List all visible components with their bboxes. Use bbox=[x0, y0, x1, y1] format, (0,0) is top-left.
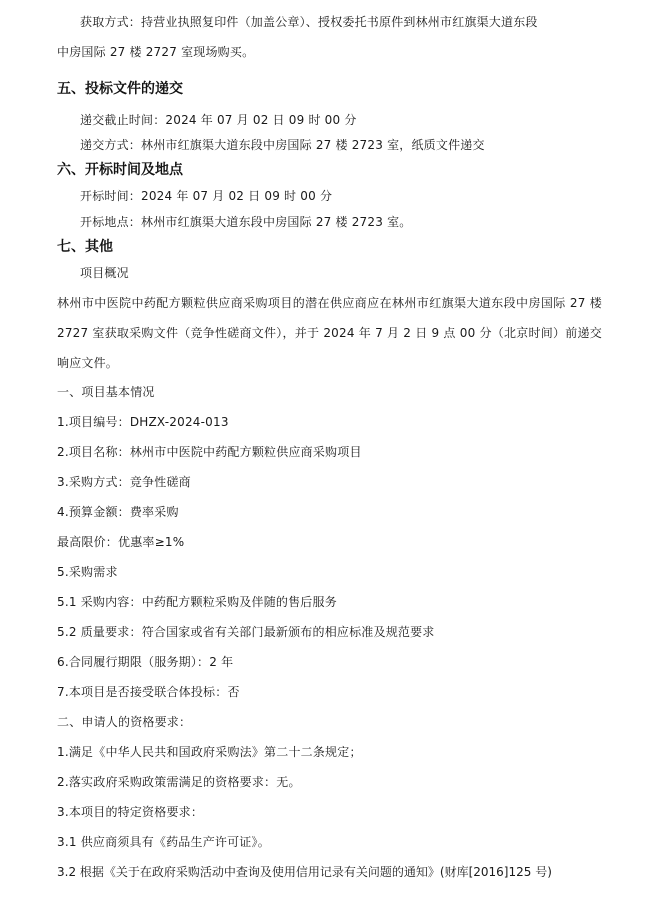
submission-method: 递交方式：林州市红旗渠大道东段中房国际 27 楼 2723 室，纸质文件递交 bbox=[80, 138, 485, 152]
acquisition-address-line: 中房国际 27 楼 2727 室现场购买。 bbox=[57, 45, 255, 59]
list-item: 1.满足《中华人民共和国政府采购法》第二十二条规定； bbox=[57, 745, 362, 759]
list-item: 3.本项目的特定资格要求： bbox=[57, 805, 204, 819]
list-item: 5.2 质量要求：符合国家或省有关部门最新颁布的相应标准及规范要求 bbox=[57, 625, 435, 639]
section-heading-other: 七、其他 bbox=[57, 239, 113, 255]
list-item: 2.项目名称：林州市中医院中药配方颗粒供应商采购项目 bbox=[57, 445, 362, 459]
list-item: 3.1 供应商须具有《药品生产许可证》。 bbox=[57, 835, 270, 849]
list-item: 二、申请人的资格要求： bbox=[57, 715, 192, 729]
submission-deadline: 递交截止时间：2024 年 07 月 02 日 09 时 00 分 bbox=[80, 113, 357, 127]
list-item: 4.预算金额：费率采购 bbox=[57, 505, 179, 519]
opening-place: 开标地点：林州市红旗渠大道东段中房国际 27 楼 2723 室。 bbox=[80, 215, 412, 229]
list-item: 5.1 采购内容：中药配方颗粒采购及伴随的售后服务 bbox=[57, 595, 337, 609]
list-item: 3.采购方式：竞争性磋商 bbox=[57, 475, 191, 489]
section-heading-submission: 五、投标文件的递交 bbox=[57, 81, 183, 97]
list-item: 1.项目编号：DHZX-2024-013 bbox=[57, 415, 229, 429]
list-item: 3.2 根据《关于在政府采购活动中查询及使用信用记录有关问题的通知》(财库[2016]125 号) bbox=[57, 865, 552, 879]
list-item: 6.合同履行期限（服务期）：2 年 bbox=[57, 655, 234, 669]
list-item: 一、项目基本情况 bbox=[57, 385, 155, 399]
list-item: 5.采购需求 bbox=[57, 565, 118, 579]
acquisition-method-line: 获取方式：持营业执照复印件（加盖公章）、授权委托书原件到林州市红旗渠大道东段 bbox=[80, 15, 538, 29]
project-overview-label: 项目概况 bbox=[80, 266, 129, 280]
project-overview-text: 林州市中医院中药配方颗粒供应商采购项目的潜在供应商应在林州市红旗渠大道东段中房国际 27 楼 2727 室获取采购文件（竞争性磋商文件），并于 2024 年 7 月 2 日 9 点 00 分（北京时间）前递交响应文件。 bbox=[57, 296, 602, 370]
list-item: 2.落实政府采购政策需满足的资格要求：无。 bbox=[57, 775, 301, 789]
list-item: 7.本项目是否接受联合体投标：否 bbox=[57, 685, 240, 699]
section-heading-opening: 六、开标时间及地点 bbox=[57, 162, 183, 178]
opening-time: 开标时间：2024 年 07 月 02 日 09 时 00 分 bbox=[80, 189, 333, 203]
list-item: 最高限价：优惠率≥1% bbox=[57, 535, 185, 549]
